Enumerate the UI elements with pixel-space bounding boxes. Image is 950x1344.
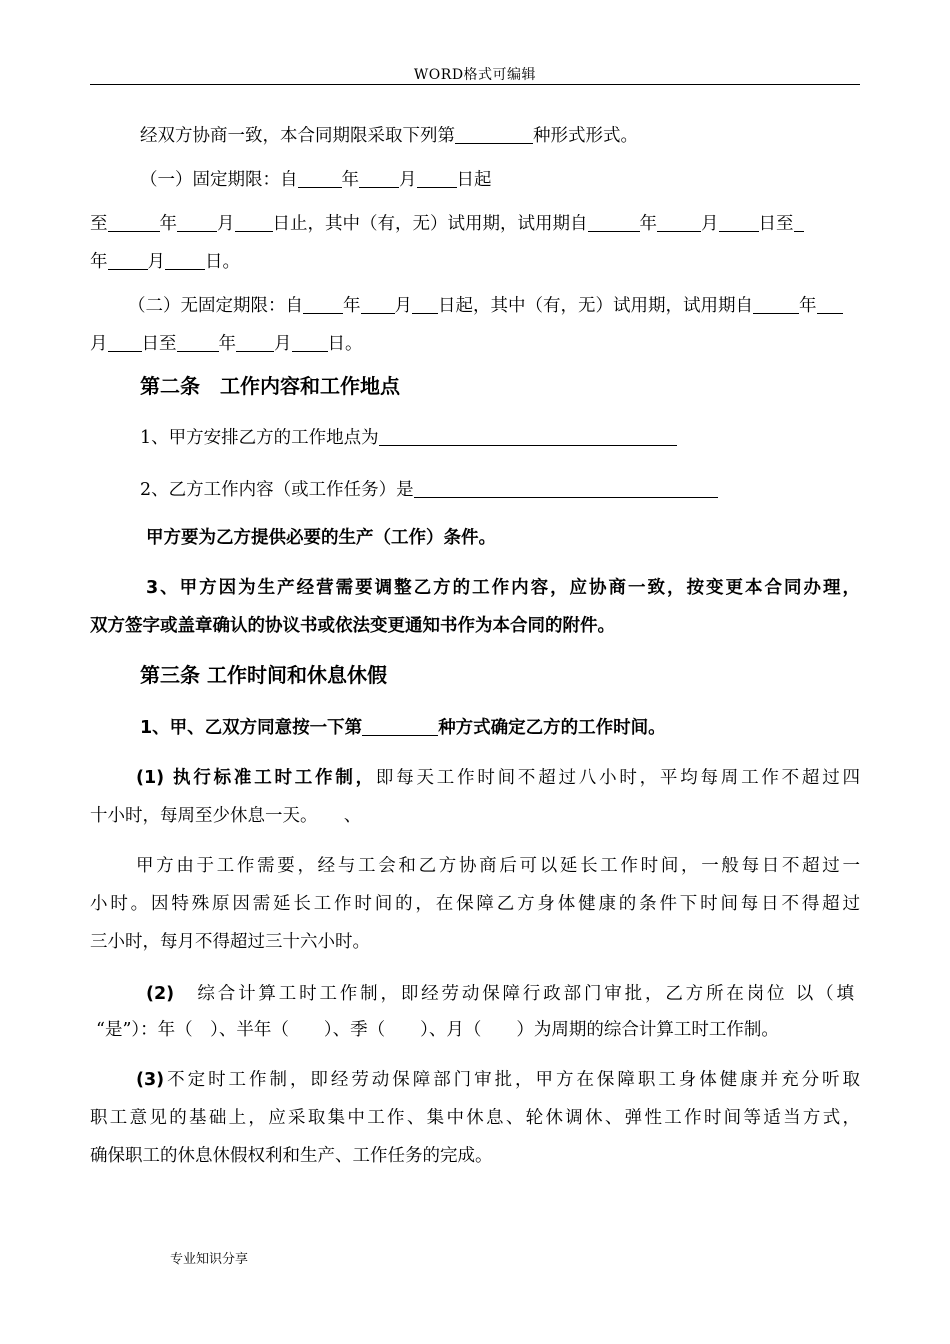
- blank-field[interactable]: [657, 213, 701, 232]
- flexible-hours-line3: 确保职工的休息休假权利和生产、工作任务的完成。: [90, 1146, 493, 1166]
- blank-field[interactable]: [235, 213, 273, 232]
- blank-field[interactable]: [177, 333, 219, 352]
- month-label: 月: [274, 334, 292, 354]
- art2-item3-line1: 3、甲方因为生产经营需要调整乙方的工作内容，应协商一致，按变更本合同办理，: [146, 578, 860, 598]
- flexible-hours-line1: [136, 1068, 860, 1092]
- year-label: 年: [90, 252, 108, 272]
- probation-text: 日止，其中（有，无）试用期，试用期自: [272, 214, 588, 234]
- month-label: 月: [147, 252, 165, 272]
- fixed-term-end-line: [90, 212, 862, 236]
- comprehensive-hours-line2: “是”）：年（ ）、半年（ ）、季（ ）、月（ ）为周期的综合计算工时工作制。: [96, 1020, 779, 1040]
- blank-field[interactable]: [417, 169, 457, 188]
- open-term-line-2: [90, 332, 862, 356]
- month-label: 月: [217, 214, 235, 234]
- term-intro-text-a: 经双方协商一致，本合同期限采取下列第: [140, 126, 455, 146]
- flexible-hours-lead: (3): [136, 1070, 165, 1090]
- standard-hours-line1: [136, 766, 860, 790]
- term-intro-text-b: 种形式形式。: [533, 126, 638, 146]
- art2-item2-text: 2、乙方工作内容（或工作任务）是: [140, 480, 414, 500]
- blank-field[interactable]: [292, 333, 328, 352]
- blank-field[interactable]: [361, 295, 395, 314]
- standard-hours-line2: 十小时，每周至少休息一天。 、: [90, 806, 362, 826]
- blank-field[interactable]: [298, 169, 342, 188]
- open-term-line: [128, 294, 900, 318]
- art3-item1: [140, 716, 912, 740]
- year-label: 年: [343, 296, 361, 316]
- page-footer: 专业知识分享: [170, 1252, 249, 1267]
- flexible-hours-text: 不定时工作制，即经劳动保障部门审批，甲方在保障职工身体健康并充分听取: [164, 1070, 860, 1090]
- blank-field[interactable]: [303, 295, 343, 314]
- page-header: WORD格式可编辑: [413, 67, 537, 83]
- standard-hours-text: 即每天工作时间不超过八小时，平均每周工作不超过四: [375, 768, 861, 788]
- blank-field[interactable]: [359, 169, 399, 188]
- blank-field[interactable]: [455, 125, 533, 144]
- blank-field[interactable]: [108, 333, 142, 352]
- article-3-heading: 第三条 工作时间和休息休假: [140, 663, 387, 687]
- probation-text: 日起，其中（有，无）试用期，试用期自: [438, 296, 753, 316]
- month-label: 月: [701, 214, 719, 234]
- header-rule: [90, 84, 860, 85]
- art2-item1: [140, 426, 912, 450]
- blank-field[interactable]: [412, 295, 438, 314]
- fixed-term-label: （一）固定期限：自: [140, 170, 298, 190]
- flexible-hours-line2: 职工意见的基础上，应采取集中工作、集中休息、轮休调休、弹性工作时间等适当方式，: [90, 1108, 860, 1128]
- year-label: 年: [341, 170, 359, 190]
- term-intro: [140, 124, 840, 148]
- year-label: 年: [799, 296, 817, 316]
- work-content-field[interactable]: [414, 479, 718, 498]
- blank-field[interactable]: [362, 717, 438, 736]
- month-label: 月: [90, 334, 108, 354]
- blank-field[interactable]: [588, 213, 640, 232]
- day-label: 日至: [141, 334, 177, 354]
- blank-field[interactable]: [753, 295, 799, 314]
- year-label: 年: [218, 334, 236, 354]
- month-label: 月: [399, 170, 417, 190]
- day-label: 日。: [205, 252, 240, 272]
- art2-item1-text: 1、甲方安排乙方的工作地点为: [140, 428, 379, 448]
- day-label: 日至: [758, 214, 794, 234]
- overtime-line1: 甲方由于工作需要，经与工会和乙方协商后可以延长工作时间，一般每日不超过一: [136, 856, 860, 876]
- art3-item1-text-b: 种方式确定乙方的工作时间。: [438, 718, 666, 738]
- day-label: 日起: [456, 170, 492, 190]
- article-2-heading: 第二条 工作内容和工作地点: [140, 374, 400, 398]
- comprehensive-hours-text: 综合计算工时工作制，即经劳动保障行政部门审批，乙方所在岗位 以（填: [174, 984, 854, 1004]
- blank-field[interactable]: [817, 295, 843, 314]
- year-label: 年: [159, 214, 177, 234]
- comprehensive-hours-line1: [146, 982, 854, 1006]
- fixed-term-line: [140, 168, 840, 192]
- standard-hours-lead: (1) 执行标准工时工作制，: [136, 768, 376, 788]
- work-location-field[interactable]: [379, 427, 677, 446]
- to-label: 至: [90, 214, 108, 234]
- day-label: 日。: [327, 334, 363, 354]
- month-label: 月: [394, 296, 412, 316]
- blank-field[interactable]: [165, 251, 205, 270]
- blank-field[interactable]: [794, 213, 804, 232]
- blank-field[interactable]: [108, 213, 160, 232]
- blank-field[interactable]: [108, 251, 148, 270]
- blank-field[interactable]: [236, 333, 274, 352]
- comprehensive-hours-lead: (2): [146, 984, 175, 1004]
- overtime-line3: 三小时，每月不得超过三十六小时。: [90, 932, 370, 952]
- fixed-term-end-line-2: [90, 250, 862, 274]
- blank-field[interactable]: [719, 213, 759, 232]
- overtime-line2: 小时。因特殊原因需延长工作时间的，在保障乙方身体健康的条件下时间每日不得超过: [90, 894, 860, 914]
- art2-conditions: 甲方要为乙方提供必要的生产（工作）条件。: [146, 528, 496, 548]
- blank-field[interactable]: [177, 213, 217, 232]
- art2-item2: [140, 478, 912, 502]
- year-label: 年: [639, 214, 657, 234]
- open-term-label: （二）无固定期限：自: [128, 296, 303, 316]
- art2-item3-line2: 双方签字或盖章确认的协议书或依法变更通知书作为本合同的附件。: [90, 616, 615, 636]
- art3-item1-text-a: 1、甲、乙双方同意按一下第: [140, 718, 363, 738]
